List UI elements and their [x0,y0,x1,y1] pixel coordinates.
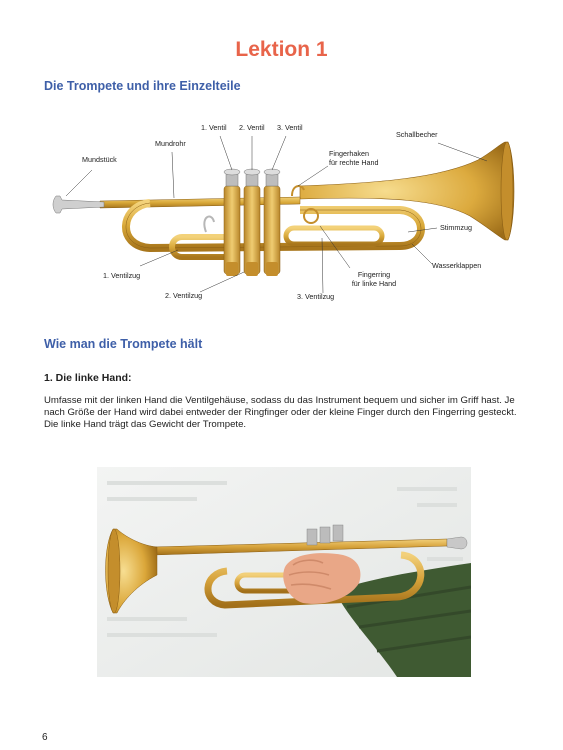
label-finger-ring-line2: für linke Hand [351,278,397,288]
paragraph-line: Die linke Hand trägt das Gewicht der Trompete. [44,419,247,430]
valve-casings [224,186,280,276]
label-water-keys: Wasserklappen [432,261,482,270]
photo-holding-trumpet [97,467,471,677]
section-heading-hold: Wie man die Trompete hält [44,337,203,351]
label-mouthpiece: Mundstück [82,155,117,164]
label-tuning-slide: Stimmzug [440,223,472,232]
label-finger-ring [342,271,406,288]
label-leadpipe: Mundrohr [155,139,186,148]
subheading-left-hand: 1. Die linke Hand: [44,372,132,384]
label-finger-hook-line2: für rechte Hand [329,157,379,167]
label-slide-3: 3. Ventilzug [297,292,335,301]
label-bell: Schallbecher [396,130,438,139]
label-slide-1: 1. Ventilzug [103,271,141,280]
label-finger-hook-line1: Fingerhaken [329,149,369,158]
valve-buttons [224,169,280,186]
mouthpiece [53,196,104,213]
label-valve-3: 3. Ventil [277,123,303,132]
paragraph-left-hand [44,395,534,431]
section-heading-parts: Die Trompete und ihre Einzelteile [44,79,241,93]
paragraph-line: Umfasse mit der linken Hand die Ventilgehäuse, sodass du das Instrument bequem und sicher im Griff hast. Je [44,395,515,406]
lesson-title: Lektion 1 [235,38,328,61]
label-valve-1: 1. Ventil [201,123,227,132]
label-finger-hook [329,150,379,167]
label-slide-2: 2. Ventilzug [165,291,203,300]
label-finger-ring-line1: Fingerring [357,270,391,279]
page-number: 6 [42,732,48,743]
label-valve-2: 2. Ventil [239,123,265,132]
paragraph-line: nach Größe der Hand wird dabei entweder der Ringfinger oder der kleine Finger durch den Fingerring gesteckt. [44,407,517,418]
